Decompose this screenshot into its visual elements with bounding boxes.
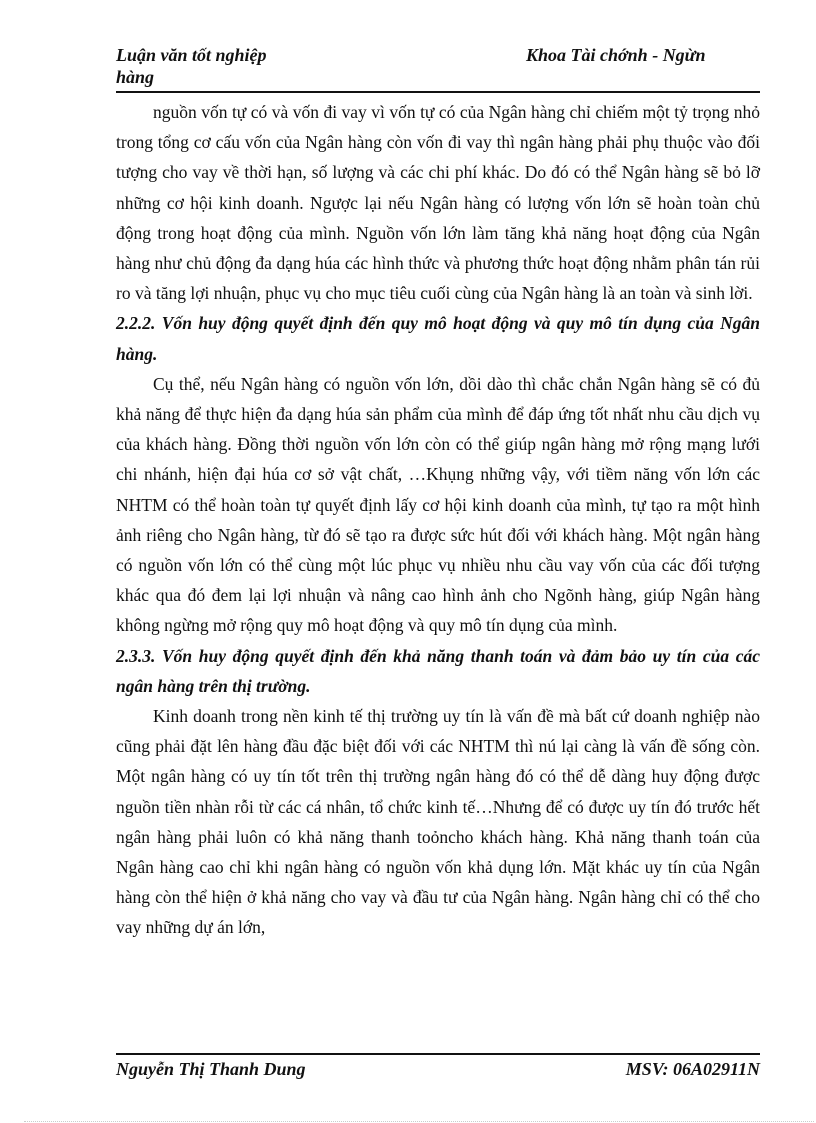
page-bottom-edge (24, 1121, 814, 1122)
header-faculty: Khoa Tài chớnh - Ngừn (526, 45, 706, 65)
header-thesis-title-line1: Luận văn tốt nghiệp (116, 45, 267, 65)
footer-student-id: MSV: 06A02911N (625, 1059, 760, 1079)
footer-divider (116, 1053, 760, 1055)
paragraph-2: Cụ thể, nếu Ngân hàng có nguồn vốn lớn, dồi dào thì chắc chắn Ngân hàng sẽ có đủ khả năng để thực hiện đa dạng húa sản phẩm của mình để đáp ứng tốt nhất nhu cầu dịch vụ của khách hàng. Đồng thời nguồn vốn lớn còn có thể giúp ngân hàng mở rộng mạng lưới chi nhánh, hiện đại húa cơ sở vật chất, …Khụng những vậy, với tiềm năng vốn lớn các NHTM có thể hoàn toàn tự quyết định lấy cơ hội kinh doanh của mình, tự tạo ra một hình ảnh riêng cho Ngân hàng, từ đó sẽ tạo ra được sức hút đối với khách hàng. Một ngân hàng có nguồn vốn lớn có thể cùng một lúc phục vụ nhiều nhu cầu vay vốn của các đối tượng khác qua đó đem lại lợi nhuận và nâng cao hình ảnh cho Ngõnh hàng, giúp Ngân hàng không ngừng mở rộng quy mô hoạt động và quy mô tín dụng của mình. (116, 373, 760, 636)
paragraph-1: nguồn vốn tự có và vốn đi vay vì vốn tự có của Ngân hàng chỉ chiếm một tỷ trọng nhỏ trong tổng cơ cấu vốn của Ngân hàng còn vốn đi vay thì ngân hàng phải phụ thuộc vào đối tượng cho vay về thời hạn, số lượng và các chi phí khác. Do đó có thể Ngân hàng sẽ bỏ lỡ những cơ hội kinh doanh. Ngược lại nếu Ngân hàng có lượng vốn lớn sẽ hoàn toàn chủ động trong hoạt động của mình. Nguồn vốn lớn làm tăng khả năng hoạt động của Ngân hàng như chủ động đa dạng húa các hình thức và phương thức hoạt động nhằm phân tán rủi ro và tăng lợi nhuận, phục vụ cho mục tiêu cuối cùng của Ngân hàng là an toàn và sinh lời. (116, 102, 760, 304)
section-heading-2-3-3: 2.3.3. Vốn huy động quyết định đến khả năng thanh toán và đảm bảo uy tín của các ngân hàng trên thị trường. (116, 645, 760, 696)
paragraph-3: Kinh doanh trong nền kinh tế thị trường uy tín là vấn đề mà bất cứ doanh nghiệp nào cũng phải đặt lên hàng đầu đặc biệt đối với các NHTM thì nú lại càng là vấn đề sống còn. Một ngân hàng có uy tín tốt trên thị trường ngân hàng đó có thể dễ dàng huy động được nguồn tiền nhàn rỗi từ các cá nhân, tổ chức kinh tế…Nhưng để có được uy tín đó trước hết ngân hàng phải luôn có khả năng thanh toỏncho khách hàng. Khả năng thanh toán của Ngân hàng cao chỉ khi ngân hàng có nguồn vốn khả dụng lớn. Mặt khác uy tín của Ngân hàng còn thể hiện ở khả năng cho vay và đầu tư của Ngân hàng. Ngân hàng chỉ có thể cho vay những dự án lớn, (116, 706, 760, 938)
footer-author: Nguyễn Thị Thanh Dung (116, 1059, 306, 1079)
header-thesis-title (116, 44, 416, 88)
page-header (116, 44, 760, 92)
section-heading-2-2-2: 2.2.2. Vốn huy động quyết định đến quy mô hoạt động và quy mô tín dụng của Ngân hàng. (116, 313, 760, 364)
header-divider (116, 91, 760, 93)
document-body (116, 97, 760, 943)
header-thesis-title-line2: hàng (116, 67, 155, 87)
